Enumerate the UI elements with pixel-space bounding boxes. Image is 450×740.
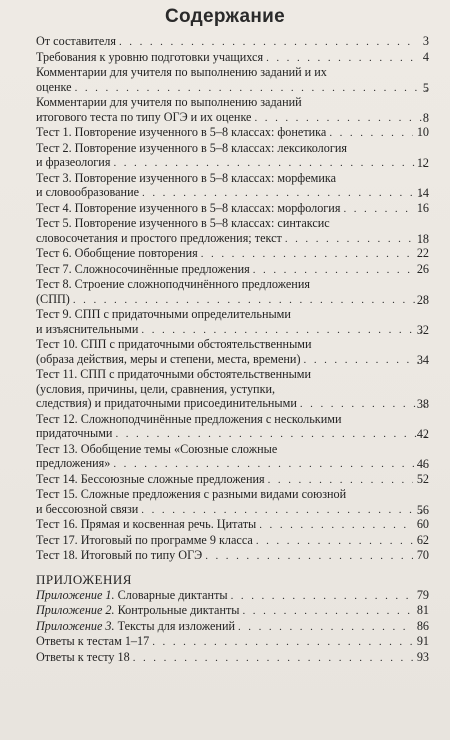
toc-page-number: 8	[422, 110, 429, 125]
dot-leader	[141, 323, 427, 338]
toc-page-number: 12	[416, 156, 429, 170]
toc-page-number: 16	[416, 200, 429, 215]
toc-page-number: 3	[422, 34, 429, 48]
toc-page-number: 79	[416, 587, 429, 602]
dot-leader	[152, 635, 413, 650]
appendix-title: Контрольные диктанты	[117, 603, 240, 617]
dot-leader	[201, 247, 413, 262]
toc-page-number: 86	[416, 618, 429, 633]
dot-leader	[304, 353, 427, 368]
toc-entry[interactable]	[36, 34, 429, 50]
toc-entry-title-cont: оценке	[36, 79, 72, 94]
appendix-heading: ПРИЛОЖЕНИЯ	[36, 571, 132, 587]
toc-page-number: 4	[422, 49, 429, 64]
toc-entry-title: Тест 13. Обобщение темы «Союзные сложные	[36, 441, 278, 456]
toc-entry-title-cont: и словообразование	[36, 185, 140, 199]
dot-leader	[141, 503, 427, 518]
toc-entry[interactable]	[36, 412, 429, 442]
dot-leader	[256, 534, 413, 549]
toc-entry-title: Тест 4. Повторение изученного в 5–8 классах: морфология	[36, 200, 341, 215]
dot-leader	[259, 518, 413, 533]
toc-entry-title: Комментарии для учителя по выполнению заданий	[36, 95, 302, 109]
toc-page-number: 42	[416, 427, 429, 441]
toc-entry[interactable]	[36, 588, 429, 604]
toc-page-number: 5	[422, 80, 429, 95]
toc-entry[interactable]	[36, 50, 429, 66]
toc-entry-title: Тест 10. СПП с придаточными обстоятельственными	[36, 337, 312, 351]
appendix-title: Ответы к тесту 18	[36, 649, 130, 664]
toc-page-number: 91	[416, 634, 429, 648]
toc-entry[interactable]	[36, 548, 429, 564]
toc-entry-title-cont: следствия) и придаточными присоединительными	[36, 396, 297, 410]
appendix-title: Тексты для изложений	[117, 618, 235, 633]
dot-leader	[133, 651, 413, 666]
toc-entry[interactable]	[36, 533, 429, 549]
toc-entry-title: От составителя	[36, 34, 116, 48]
toc-entry[interactable]	[36, 216, 429, 246]
toc-page-number: 60	[416, 517, 429, 531]
toc-entry-title: Тест 18. Итоговый по типу ОГЭ	[36, 548, 203, 562]
toc-entry[interactable]	[36, 307, 429, 337]
appendix-title: Ответы к тестам 1–17	[36, 634, 150, 648]
toc-page-number: 10	[416, 125, 429, 139]
toc-entry[interactable]	[36, 650, 429, 666]
toc-entry-title-cont: предложения»	[36, 456, 111, 470]
toc-entry-title: Комментарии для учителя по выполнению заданий и их	[36, 65, 327, 79]
toc-entry-title: Тест 8. Строение сложноподчинённого предложения	[36, 277, 310, 291]
table-of-contents	[36, 34, 429, 665]
toc-entry[interactable]	[36, 95, 429, 125]
toc-entry[interactable]	[36, 277, 429, 307]
toc-entry-title	[36, 603, 239, 618]
toc-page-number: 14	[416, 186, 429, 200]
appendix-label: Приложение 1.	[36, 587, 115, 602]
toc-entry[interactable]	[36, 487, 429, 517]
toc-entry-title-cont: (образа действия, меры и степени, места, времени)	[36, 351, 301, 366]
toc-entry-title: Тест 12. Сложноподчинённые предложения с несколькими	[36, 411, 342, 426]
toc-entry[interactable]	[36, 603, 429, 619]
toc-entry[interactable]	[36, 125, 429, 141]
toc-entry-title: Тест 11. СПП с придаточными обстоятельственными	[36, 367, 312, 381]
toc-entry[interactable]	[36, 472, 429, 488]
toc-entry[interactable]	[36, 65, 429, 95]
toc-entry-title: Тест 2. Повторение изученного в 5–8 классах: лексикология	[36, 140, 347, 155]
toc-entry-title-cont: словосочетания и простого предложения; текст	[36, 230, 282, 245]
toc-entry[interactable]	[36, 141, 429, 171]
toc-page-number: 34	[416, 352, 429, 367]
toc-entry-title: Тест 1. Повторение изученного в 5–8 классах: фонетика	[36, 125, 327, 139]
toc-entry-title-cont: (условия, причины, цели, сравнения, уступки,	[36, 381, 276, 396]
toc-entry-title: Требования к уровню подготовки учащихся	[36, 49, 264, 64]
toc-entry[interactable]	[36, 367, 429, 412]
toc-entry-title	[36, 619, 235, 634]
toc-entry[interactable]	[36, 442, 429, 472]
toc-entry[interactable]	[36, 246, 429, 262]
toc-entry-title-cont: итогового теста по типу ОГЭ и их оценке	[36, 109, 252, 124]
toc-page-number: 81	[416, 603, 429, 617]
toc-entry-title: Тест 6. Обобщение повторения	[36, 246, 198, 260]
toc-entry-title: Тест 3. Повторение изученного в 5–8 классах: морфемика	[36, 170, 336, 185]
dot-leader	[285, 232, 427, 247]
toc-entry-title: Тест 15. Сложные предложения с разными видами союзной	[36, 487, 347, 501]
dot-leader	[343, 202, 413, 217]
dot-leader	[75, 81, 427, 96]
toc-entry-title	[36, 650, 130, 665]
toc-entry-title: Тест 9. СПП с придаточными определительными	[36, 307, 291, 321]
page-title: Содержание	[164, 6, 286, 27]
dot-leader	[115, 427, 427, 442]
appendix-label: Приложение 2.	[36, 603, 115, 617]
dot-leader	[231, 589, 413, 604]
toc-entry-title-cont: (СПП)	[36, 291, 70, 306]
toc-page-number: 93	[416, 649, 429, 664]
toc-entry[interactable]	[36, 337, 429, 367]
dot-leader	[329, 126, 413, 141]
toc-entry-title-cont: придаточными	[36, 426, 113, 440]
toc-entry-title-cont: и фразеология	[36, 155, 111, 169]
toc-entry[interactable]	[36, 517, 429, 533]
toc-page-number: 18	[416, 231, 429, 246]
dot-leader	[300, 397, 427, 412]
toc-page-number: 32	[416, 322, 429, 337]
dot-leader	[238, 620, 413, 635]
dot-leader	[205, 549, 413, 564]
toc-entry-title-cont: и изъяснительными	[36, 321, 139, 336]
toc-page-number: 28	[416, 292, 429, 307]
toc-page-number: 46	[416, 457, 429, 471]
toc-page-number: 22	[416, 246, 429, 260]
toc-entry-title: Тест 14. Бессоюзные сложные предложения	[36, 471, 265, 486]
dot-leader	[113, 156, 427, 171]
appendix-title: Словарные диктанты	[117, 587, 228, 602]
toc-entry[interactable]	[36, 634, 429, 650]
toc-entry[interactable]	[36, 171, 429, 201]
dot-leader	[253, 263, 413, 278]
toc-entry-title: Тест 5. Повторение изученного в 5–8 классах: синтаксис	[36, 216, 330, 230]
dot-leader	[242, 604, 413, 619]
toc-entry-title	[36, 588, 228, 603]
toc-page-number: 62	[416, 532, 429, 547]
dot-leader	[73, 293, 427, 308]
dot-leader	[142, 186, 427, 201]
toc-page-number: 56	[416, 502, 429, 517]
dot-leader	[119, 35, 413, 50]
dot-leader	[266, 51, 413, 66]
toc-page-number: 70	[416, 548, 429, 562]
toc-page-number: 52	[416, 471, 429, 486]
toc-entry[interactable]	[36, 201, 429, 217]
toc-entry[interactable]	[36, 262, 429, 278]
toc-entry[interactable]	[36, 619, 429, 635]
toc-entry-title	[36, 634, 149, 649]
toc-entry-title: Тест 16. Прямая и косвенная речь. Цитаты	[36, 517, 257, 531]
toc-entry-title: Тест 17. Итоговый по программе 9 класса	[36, 532, 253, 547]
appendix-label: Приложение 3.	[36, 618, 115, 633]
toc-entry-title-cont: и бессоюзной связи	[36, 501, 139, 516]
dot-leader	[254, 111, 427, 126]
dot-leader	[113, 457, 427, 472]
toc-entry-title: Тест 7. Сложносочинённые предложения	[36, 261, 250, 276]
toc-page-number: 26	[416, 261, 429, 276]
toc-page-number: 38	[416, 397, 429, 411]
dot-leader	[268, 473, 413, 488]
